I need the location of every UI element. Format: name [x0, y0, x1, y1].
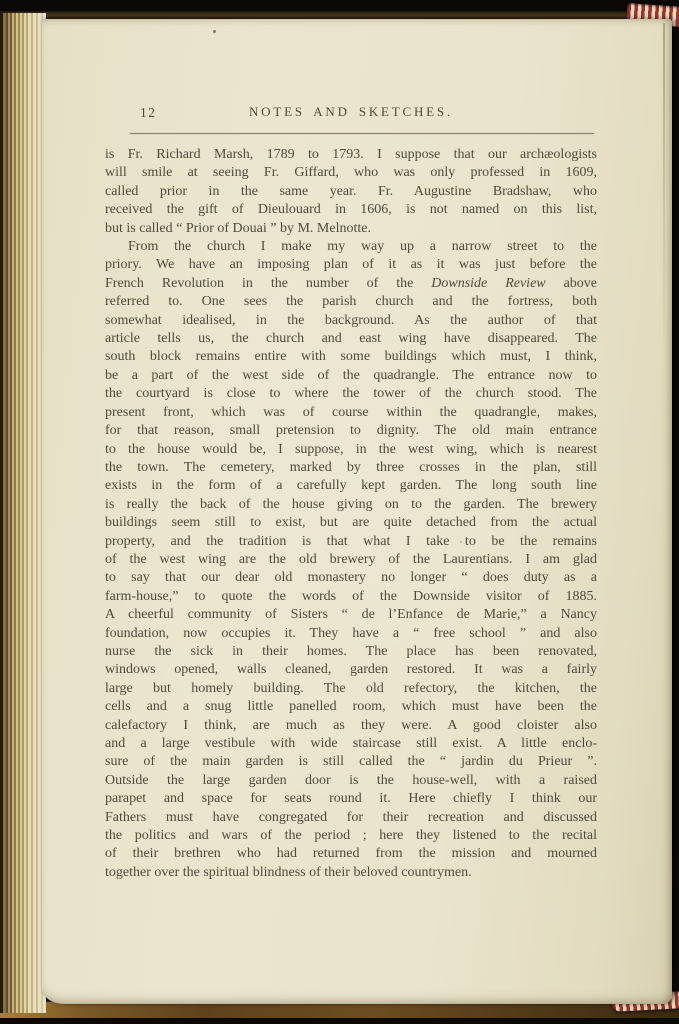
text-line: to say that our dear old monastery no longer “ does duty as a: [105, 570, 597, 586]
text-line: is really the back of the house giving on to the garden. The brewery: [105, 496, 597, 512]
text-line: Fathers must have congregated for their recreation and discussed: [105, 809, 597, 825]
text-line: Outside the large garden door is the house-well, with a raised: [105, 772, 597, 788]
running-title: NOTES AND SKETCHES.: [248, 104, 453, 119]
text-block: [105, 146, 597, 882]
text-line: the town. The cemetery, marked by three crosses in the plan, still: [105, 459, 597, 475]
header-rule: [130, 133, 594, 134]
text-line: be a part of the west side of the quadrangle. The entrance now to: [105, 367, 597, 383]
text-line: cells and a snug little panelled room, which must have been the: [105, 699, 597, 715]
page-header: [105, 104, 597, 124]
text-line: somewhat idealised, in the background. As the author of that: [105, 312, 597, 328]
text-line: article tells us, the church and east wing have disappeared. The: [105, 331, 597, 347]
page-crease: [663, 23, 665, 353]
text-line: but is called “ Prior of Douai ” by M. Melnotte.: [105, 220, 371, 236]
text-line: sure of the main garden is still called the “ jardin du Prieur ”.: [105, 754, 597, 770]
text-line: [105, 275, 597, 293]
text-line: parapet and space for seats round it. Here chiefly I think our: [105, 791, 597, 807]
text-line: and a large vestibule with wide staircase still exist. A little enclo-: [105, 736, 597, 751]
text-line: farm-house,” to quote the words of the Downside visitor of 1885.: [105, 588, 597, 604]
text-segment: above: [545, 275, 597, 291]
text-line: foundation, now occupies it. They have a “ free school ” and also: [105, 625, 597, 641]
text-line: referred to. One sees the parish church and the fortress, both: [105, 294, 597, 310]
paper-speck: [213, 30, 216, 33]
text-line: together over the spiritual blindness of their beloved countrymen.: [105, 864, 472, 880]
text-line: south block remains entire with some buildings which must, I think,: [105, 349, 597, 365]
text-line: priory. We have an imposing plan of it as it was just before the: [105, 257, 597, 273]
text-line: is Fr. Richard Marsh, 1789 to 1793. I suppose that our archæologists: [105, 147, 597, 162]
text-line: for that reason, small pretension to dignity. The old main entrance: [105, 423, 597, 439]
text-line: From the church I make my way up a narrow street to the: [128, 239, 597, 255]
text-line: the politics and wars of the period ; here they listened to the recital: [105, 828, 597, 844]
text-line: received the gift of Dieulouard in 1606, is not named on this list,: [105, 202, 597, 218]
page-number: 12: [140, 105, 157, 120]
text-line: exists in the form of a carefully kept garden. The long south line: [105, 478, 597, 494]
text-line: to the house would be, I suppose, in the west wing, which is nearest: [105, 441, 597, 457]
italic-text: Downside Review: [431, 275, 546, 291]
text-line: windows opened, walls cleaned, garden restored. It was a fairly: [105, 662, 597, 678]
text-line: A cheerful community of Sisters “ de l’Enfance de Marie,” a Nancy: [105, 607, 597, 623]
text-line: of their brethren who had returned from the mission and mourned: [105, 846, 597, 862]
page-edges-left: [0, 13, 46, 1013]
text-line: the courtyard is close to where the tower of the church stood. The: [105, 386, 597, 402]
text-line: nurse the sick in their homes. The place has been renovated,: [105, 643, 597, 659]
text-line: will smile at seeing Fr. Giffard, who was only professed in 1609,: [105, 165, 597, 181]
text-line: buildings seem still to exist, but are quite detached from the actual: [105, 515, 597, 531]
book-page: [42, 19, 672, 1004]
text-line: present front, which was of course within the quadrangle, makes,: [105, 404, 597, 420]
text-line: of the west wing are the old brewery of the Laurentians. I am glad: [105, 551, 597, 567]
text-line: called prior in the same year. Fr. Augustine Bradshaw, who: [105, 183, 597, 199]
text-line: property, and the tradition is that what I take to be the remains: [105, 533, 597, 549]
text-segment: French Revolution in the number of the: [105, 275, 432, 291]
text-line: large but homely building. The old refectory, the kitchen, the: [105, 680, 597, 696]
text-line: calefactory I think, are much as they were. A good cloister also: [105, 717, 597, 733]
